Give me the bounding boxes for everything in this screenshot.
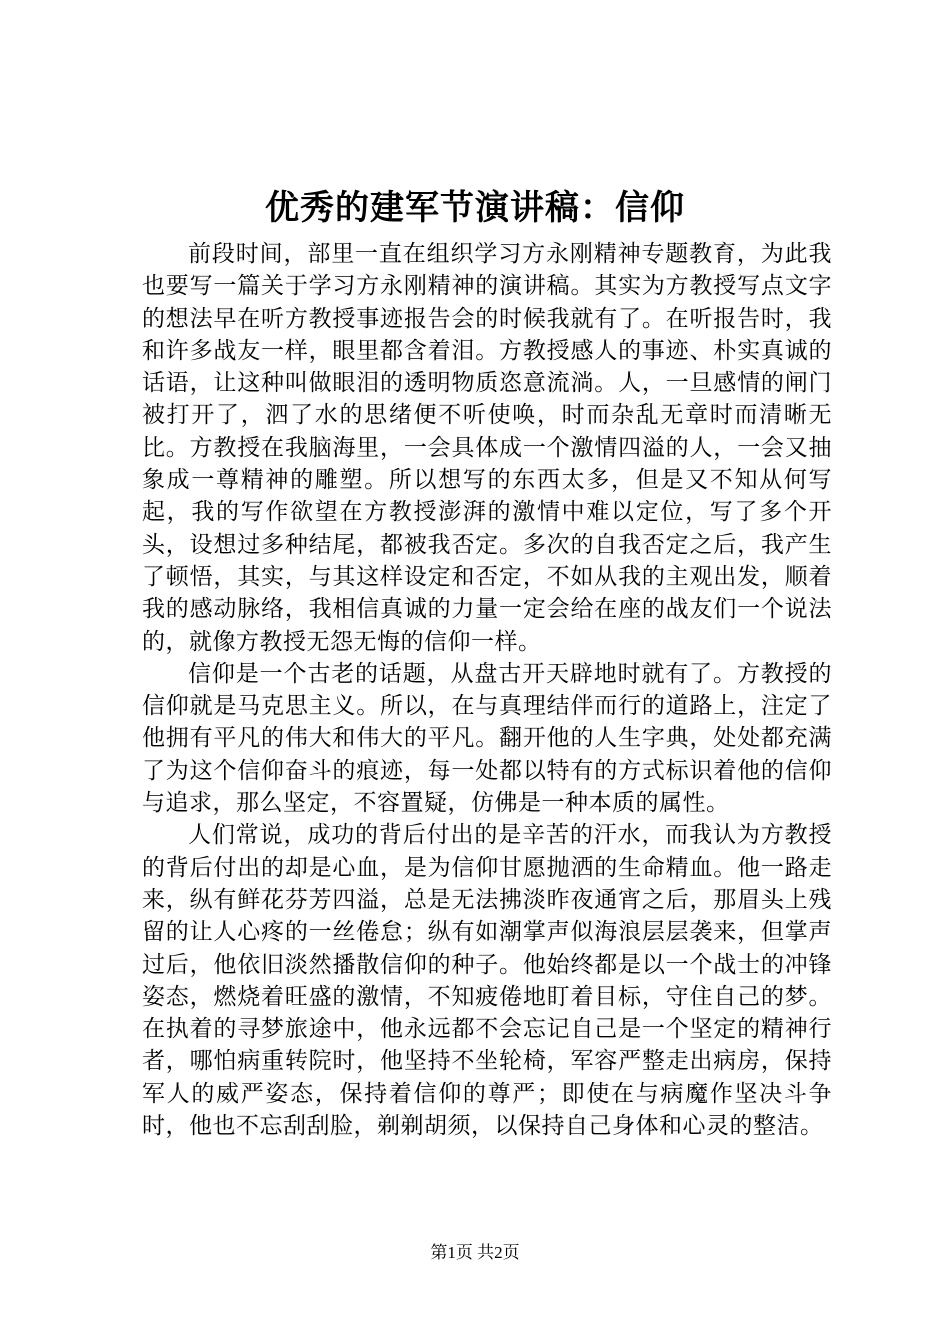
paragraph-3: 人们常说，成功的背后付出的是辛苦的汗水，而我认为方教授的背后付出的却是心血，是为信仰甘愿抛洒的生命精血。他一路走来，纵有鲜花芬芳四溢，总是无法拂淡昨夜通宵之后，那眉头上残留的让人心疼的一丝倦怠；纵有如潮掌声似海浪层层袭来，但掌声过后，他依旧淡然播散信仰的种子。他始终都是以一个战士的冲锋姿态，燃烧着旺盛的激情，不知疲倦地盯着目标，守住自己的梦。在执着的寻梦旅途中，他永远都不会忘记自己是一个坚定的精神行者，哪怕病重转院时，他坚持不坐轮椅，军容严整走出病房，保持军人的威严姿态，保持着信仰的尊严；即使在与病魔作坚决斗争时，他也不忘刮刮脸，剃剃胡须，以保持自己身体和心灵的整洁。 (142, 822, 832, 1140)
page-footer: 第1页 共2页 (430, 1243, 520, 1262)
document-title: 优秀的建军节演讲稿：信仰 (265, 188, 685, 228)
paragraph-2: 信仰是一个古老的话题，从盘古开天辟地时就有了。方教授的信仰就是马克思主义。所以，在与真理结伴而行的道路上，注定了他拥有平凡的伟大和伟大的平凡。翻开他的人生字典，处处都充满了为这个信仰奋斗的痕迹，每一处都以特有的方式标识着他的信仰与追求，那么坚定，不容置疑，仿佛是一种本质的属性。 (142, 660, 832, 817)
document-body (142, 238, 832, 1142)
paragraph-1: 前段时间，部里一直在组织学习方永刚精神专题教育，为此我也要写一篇关于学习方永刚精神的演讲稿。其实为方教授写点文字的想法早在听方教授事迹报告会的时候我就有了。在听报告时，我和许多战友一样，眼里都含着泪。方教授感人的事迹、朴实真诚的话语，让这种叫做眼泪的透明物质恣意流淌。人，一旦感情的闸门被打开了，泗了水的思绪便不听使唤，时而杂乱无章时而清晰无比。方教授在我脑海里，一会具体成一个激情四溢的人，一会又抽象成一尊精神的雕塑。所以想写的东西太多，但是又不知从何写起，我的写作欲望在方教授澎湃的激情中难以定位，写了多个开头，设想过多种结尾，都被我否定。多次的自我否定之后，我产生了顿悟，其实，与其这样设定和否定，不如从我的主观出发，顺着我的感动脉络，我相信真诚的力量一定会给在座的战友们一个说法的，就像方教授无怨无悔的信仰一样。 (142, 241, 832, 655)
